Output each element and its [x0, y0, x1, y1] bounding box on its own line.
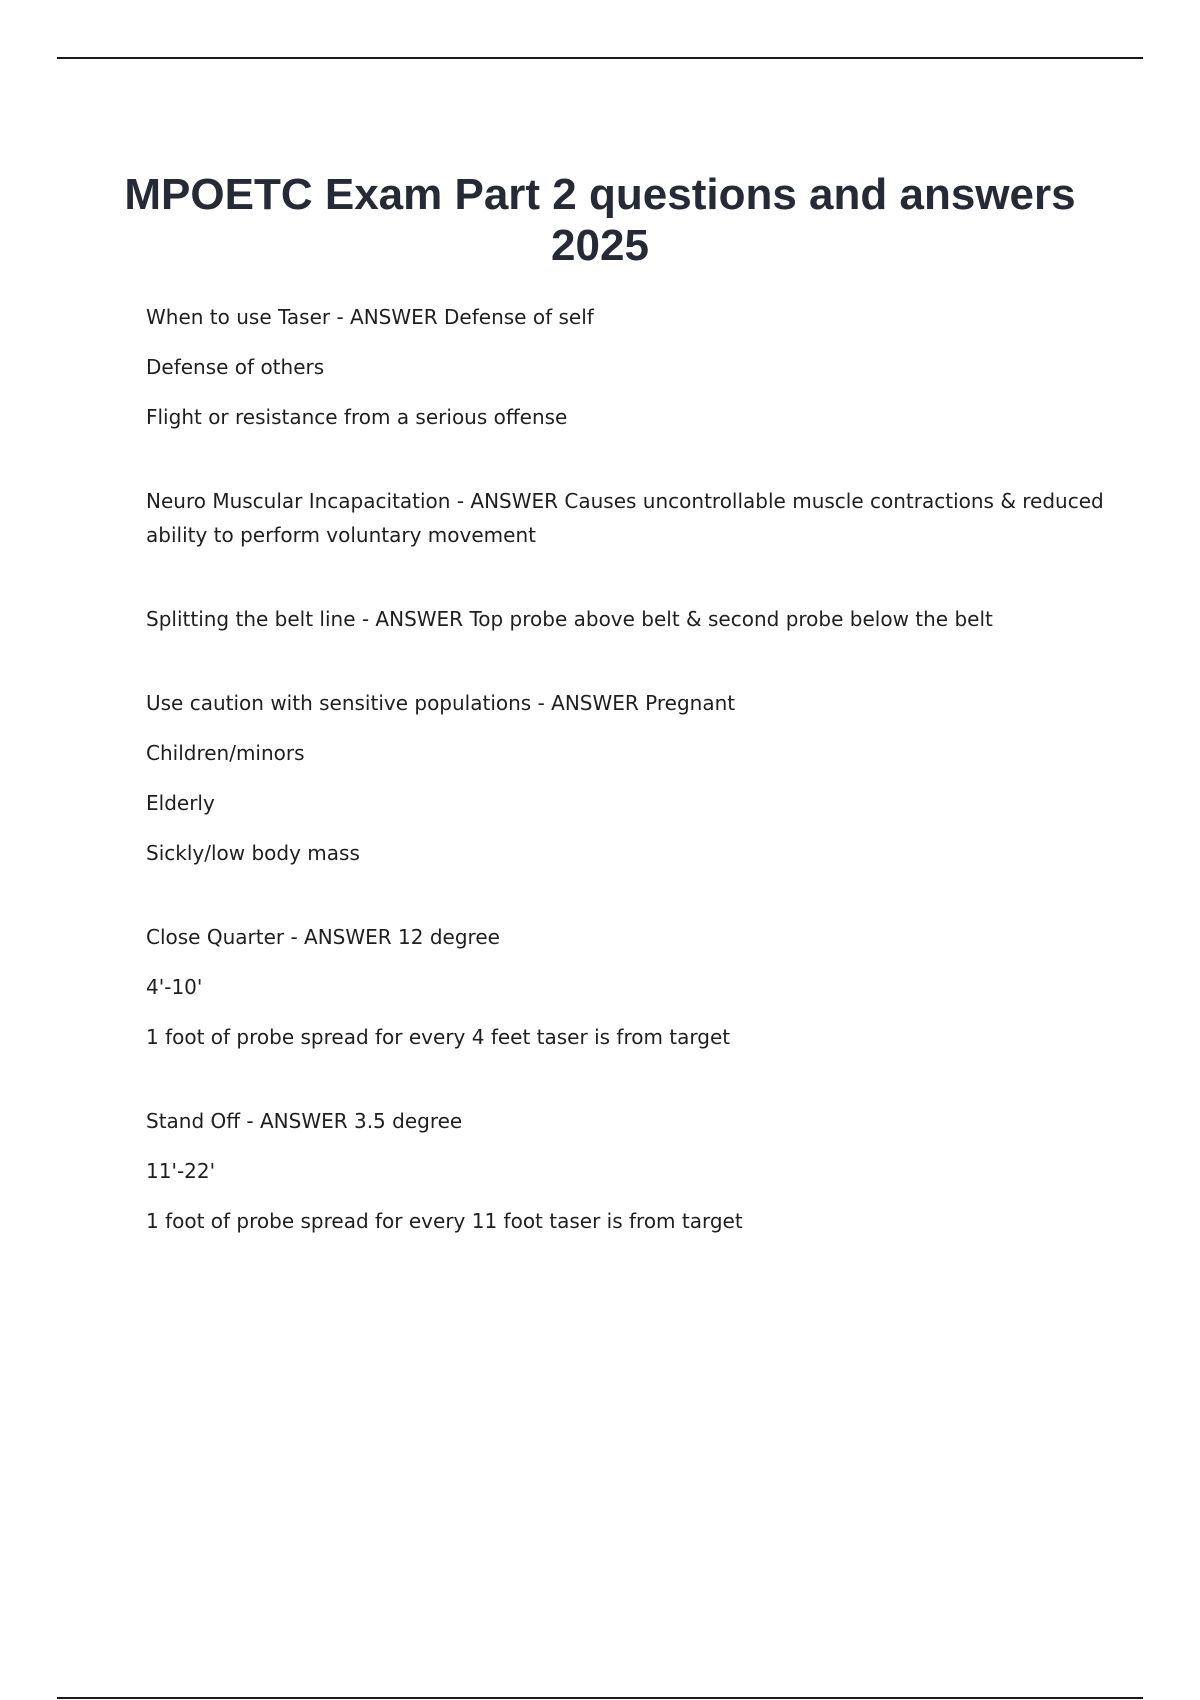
- qa-line: When to use Taser - ANSWER Defense of self: [146, 305, 594, 329]
- top-divider: [57, 57, 1143, 59]
- qa-entry-belt-line: [146, 602, 1106, 636]
- qa-line: Elderly: [146, 791, 215, 815]
- qa-line: Flight or resistance from a serious offense: [146, 405, 568, 429]
- bottom-divider: [57, 1697, 1143, 1699]
- qa-line: Splitting the belt line - ANSWER Top probe above belt & second probe below the belt: [146, 607, 993, 631]
- qa-line: Children/minors: [146, 741, 305, 765]
- qa-line: 11'-22': [146, 1159, 216, 1183]
- qa-entry-close-quarter: [146, 920, 1106, 1054]
- qa-entry-sensitive-populations: [146, 686, 1106, 870]
- qa-line: 4'-10': [146, 975, 203, 999]
- document-title: MPOETC Exam Part 2 questions and answers 2025: [124, 170, 1076, 271]
- qa-line: Use caution with sensitive populations - ANSWER Pregnant: [146, 691, 736, 715]
- qa-content: [146, 300, 1106, 1288]
- qa-entry-nmi: [146, 484, 1106, 552]
- qa-line: Stand Off - ANSWER 3.5 degree: [146, 1109, 463, 1133]
- qa-entry-stand-off: [146, 1104, 1106, 1238]
- qa-line: 1 foot of probe spread for every 11 foot taser is from target: [146, 1209, 743, 1233]
- qa-line: Defense of others: [146, 355, 325, 379]
- qa-line: Sickly/low body mass: [146, 841, 360, 865]
- qa-line: Neuro Muscular Incapacitation - ANSWER Causes uncontrollable muscle contractions & reduced ability to perform voluntary movement: [146, 489, 1104, 547]
- qa-line: Close Quarter - ANSWER 12 degree: [146, 925, 500, 949]
- qa-entry-taser-use: [146, 300, 1106, 434]
- qa-line: 1 foot of probe spread for every 4 feet taser is from target: [146, 1025, 731, 1049]
